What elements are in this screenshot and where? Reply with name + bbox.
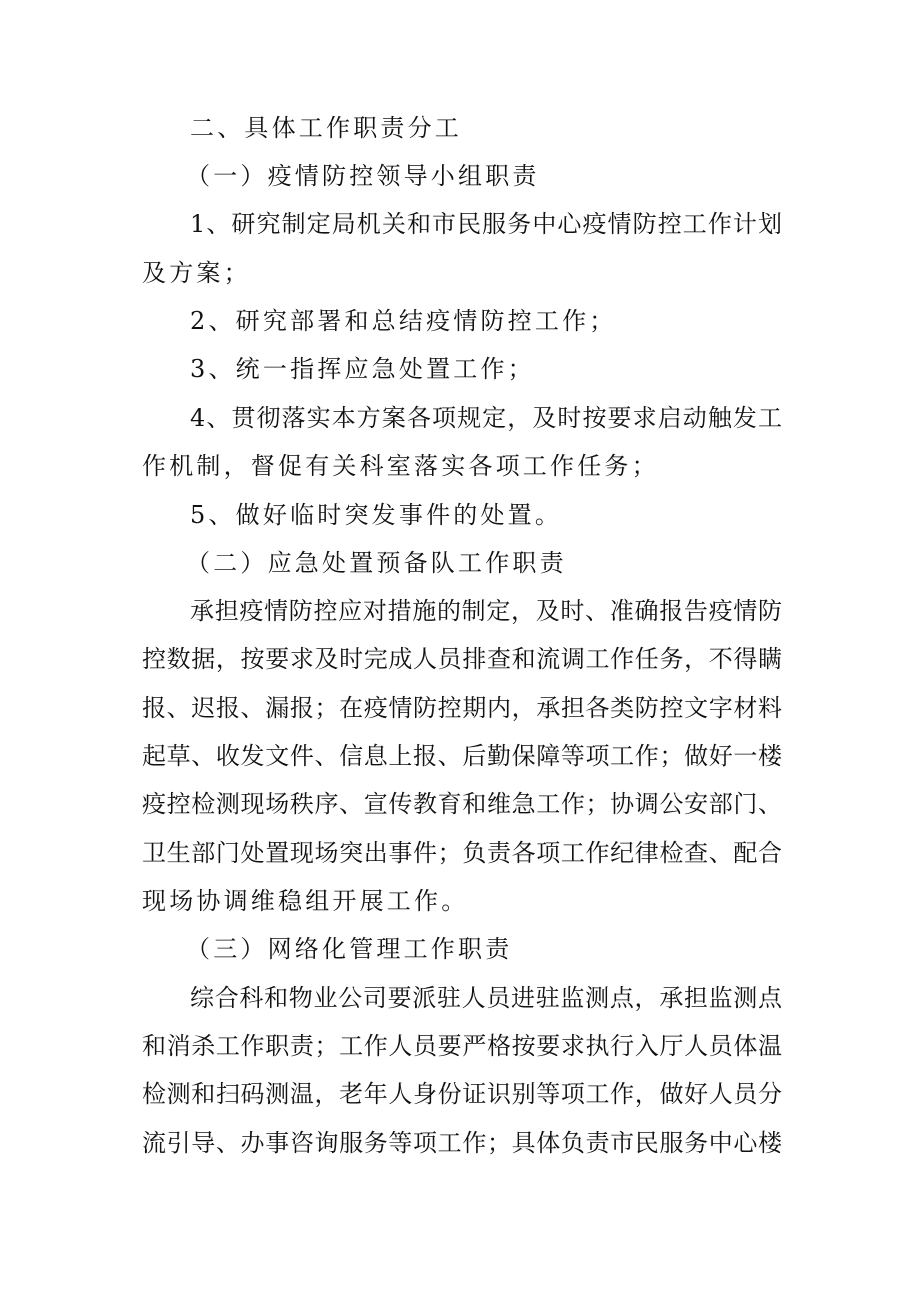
item-4-line-2: 作机制，督促有关科室落实各项工作任务； — [142, 452, 659, 480]
paragraph-2-line-1: 承担疫情防控应对措施的制定，及时、准确报告疫情防 — [190, 597, 782, 625]
item-2: 2、研究部署和总结疫情防控工作； — [190, 307, 617, 335]
paragraph-3-line-3: 检测和扫码测温，老年人身份证识别等项工作，做好人员分 — [142, 1080, 782, 1108]
paragraph-3-line-2: 和消杀工作职责；工作人员要严格按要求执行入厅人员体温 — [142, 1032, 782, 1060]
subsection-heading-1: （一）疫情防控领导小组职责 — [186, 162, 540, 190]
paragraph-2-line-3: 报、迟报、漏报；在疫情防控期内，承担各类防控文字材料 — [142, 694, 782, 722]
subsection-heading-3: （三）网络化管理工作职责 — [186, 935, 513, 963]
item-1-line-2: 及方案； — [142, 259, 251, 287]
item-1-line-1: 1、研究制定局机关和市民服务中心疫情防控工作计划 — [190, 210, 782, 238]
subsection-heading-2: （二）应急处置预备队工作职责 — [186, 549, 567, 577]
paragraph-2-line-6: 卫生部门处置现场突出事件；负责各项工作纪律检查、配合 — [142, 839, 782, 867]
item-5: 5、做好临时突发事件的处置。 — [190, 501, 563, 529]
paragraph-3-line-1: 综合科和物业公司要派驻人员进驻监测点，承担监测点 — [190, 984, 782, 1012]
section-heading: 二、具体工作职责分工 — [190, 114, 462, 142]
paragraph-2-line-2: 控数据，按要求及时完成人员排查和流调工作任务，不得瞒 — [142, 645, 782, 673]
item-4-line-1: 4、贯彻落实本方案各项规定，及时按要求启动触发工 — [190, 404, 782, 432]
paragraph-2-line-4: 起草、收发文件、信息上报、后勤保障等项工作；做好一楼 — [142, 742, 782, 770]
paragraph-2-line-5: 疫控检测现场秩序、宣传教育和维急工作；协调公安部门、 — [142, 790, 782, 818]
paragraph-3-line-4: 流引导、办事咨询服务等项工作；具体负责市民服务中心楼 — [142, 1129, 782, 1157]
item-3: 3、统一指挥应急处置工作； — [190, 355, 535, 383]
paragraph-2-line-7: 现场协调维稳组开展工作。 — [142, 887, 469, 915]
